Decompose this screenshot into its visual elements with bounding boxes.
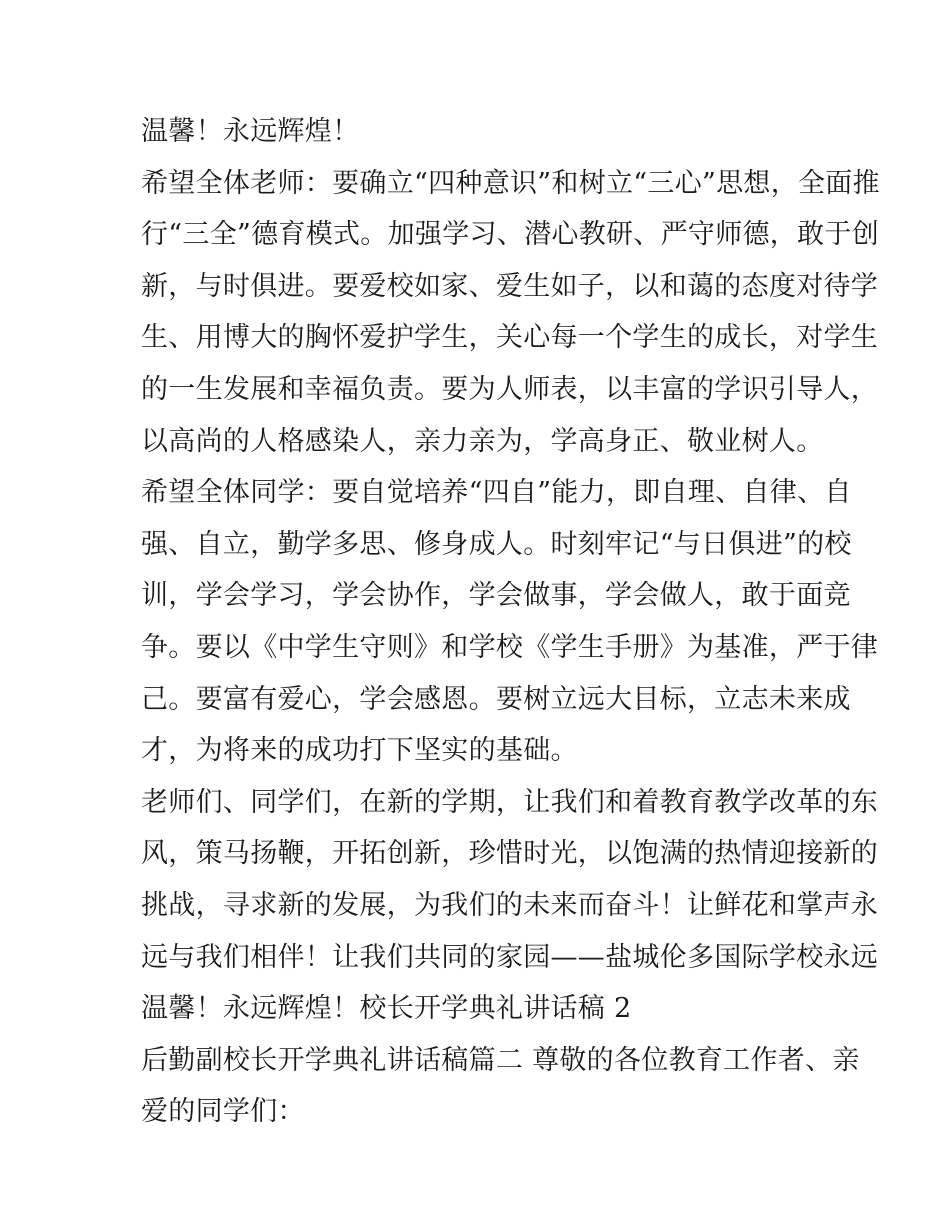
text-line: 才，为将来的成功打下坚实的基础。	[141, 735, 578, 767]
text-line: 温馨！永远辉煌！	[141, 116, 360, 147]
text-line: 希望全体老师：要确立“四种意识”和树立“三心”思想，全面推	[141, 167, 880, 199]
text-line: 温馨！永远辉煌！校长开学典礼讲话稿 2	[141, 993, 632, 1025]
text-line: 生、用博大的胸怀爱护学生，关心每一个学生的成长，对学生	[141, 322, 879, 354]
text-line: 行“三全”德育模式。加强学习、潜心教研、严守师德，敢于创	[141, 219, 880, 251]
text-line: 风，策马扬鞭，开拓创新，珍惜时光，以饱满的热情迎接新的	[141, 838, 879, 870]
text-line: 老师们、同学们，在新的学期，让我们和着教育教学改革的东	[141, 786, 879, 818]
document-body	[141, 106, 880, 1138]
text-line: 的一生发展和幸福负责。要为人师表，以丰富的学识引导人，	[141, 373, 879, 405]
text-line: 爱的同学们：	[141, 1096, 305, 1128]
text-line: 争。要以《中学生守则》和学校《学生手册》为基准，严于律	[141, 631, 879, 663]
text-line: 己。要富有爱心，学会感恩。要树立远大目标，立志未来成	[141, 683, 851, 715]
text-line: 挑战，寻求新的发展，为我们的未来而奋斗！让鲜花和掌声永	[141, 889, 879, 921]
text-line: 希望全体同学：要自觉培养“四自”能力，即自理、自律、自	[141, 477, 852, 509]
text-line: 以高尚的人格感染人，亲力亲为，学高身正、敬业树人。	[141, 425, 824, 457]
text-line: 远与我们相伴！让我们共同的家园——盐城伦多国际学校永远	[141, 941, 879, 973]
text-line: 后勤副校长开学典礼讲话稿篇二 尊敬的各位教育工作者、亲	[141, 1044, 860, 1076]
text-line: 强、自立，勤学多思、修身成人。时刻牢记“与日俱进”的校	[141, 528, 852, 560]
text-line: 训，学会学习，学会协作，学会做事，学会做人，敢于面竞	[141, 580, 851, 612]
text-line: 新，与时俱进。要爱校如家、爱生如子，以和蔼的态度对待学	[141, 270, 879, 302]
